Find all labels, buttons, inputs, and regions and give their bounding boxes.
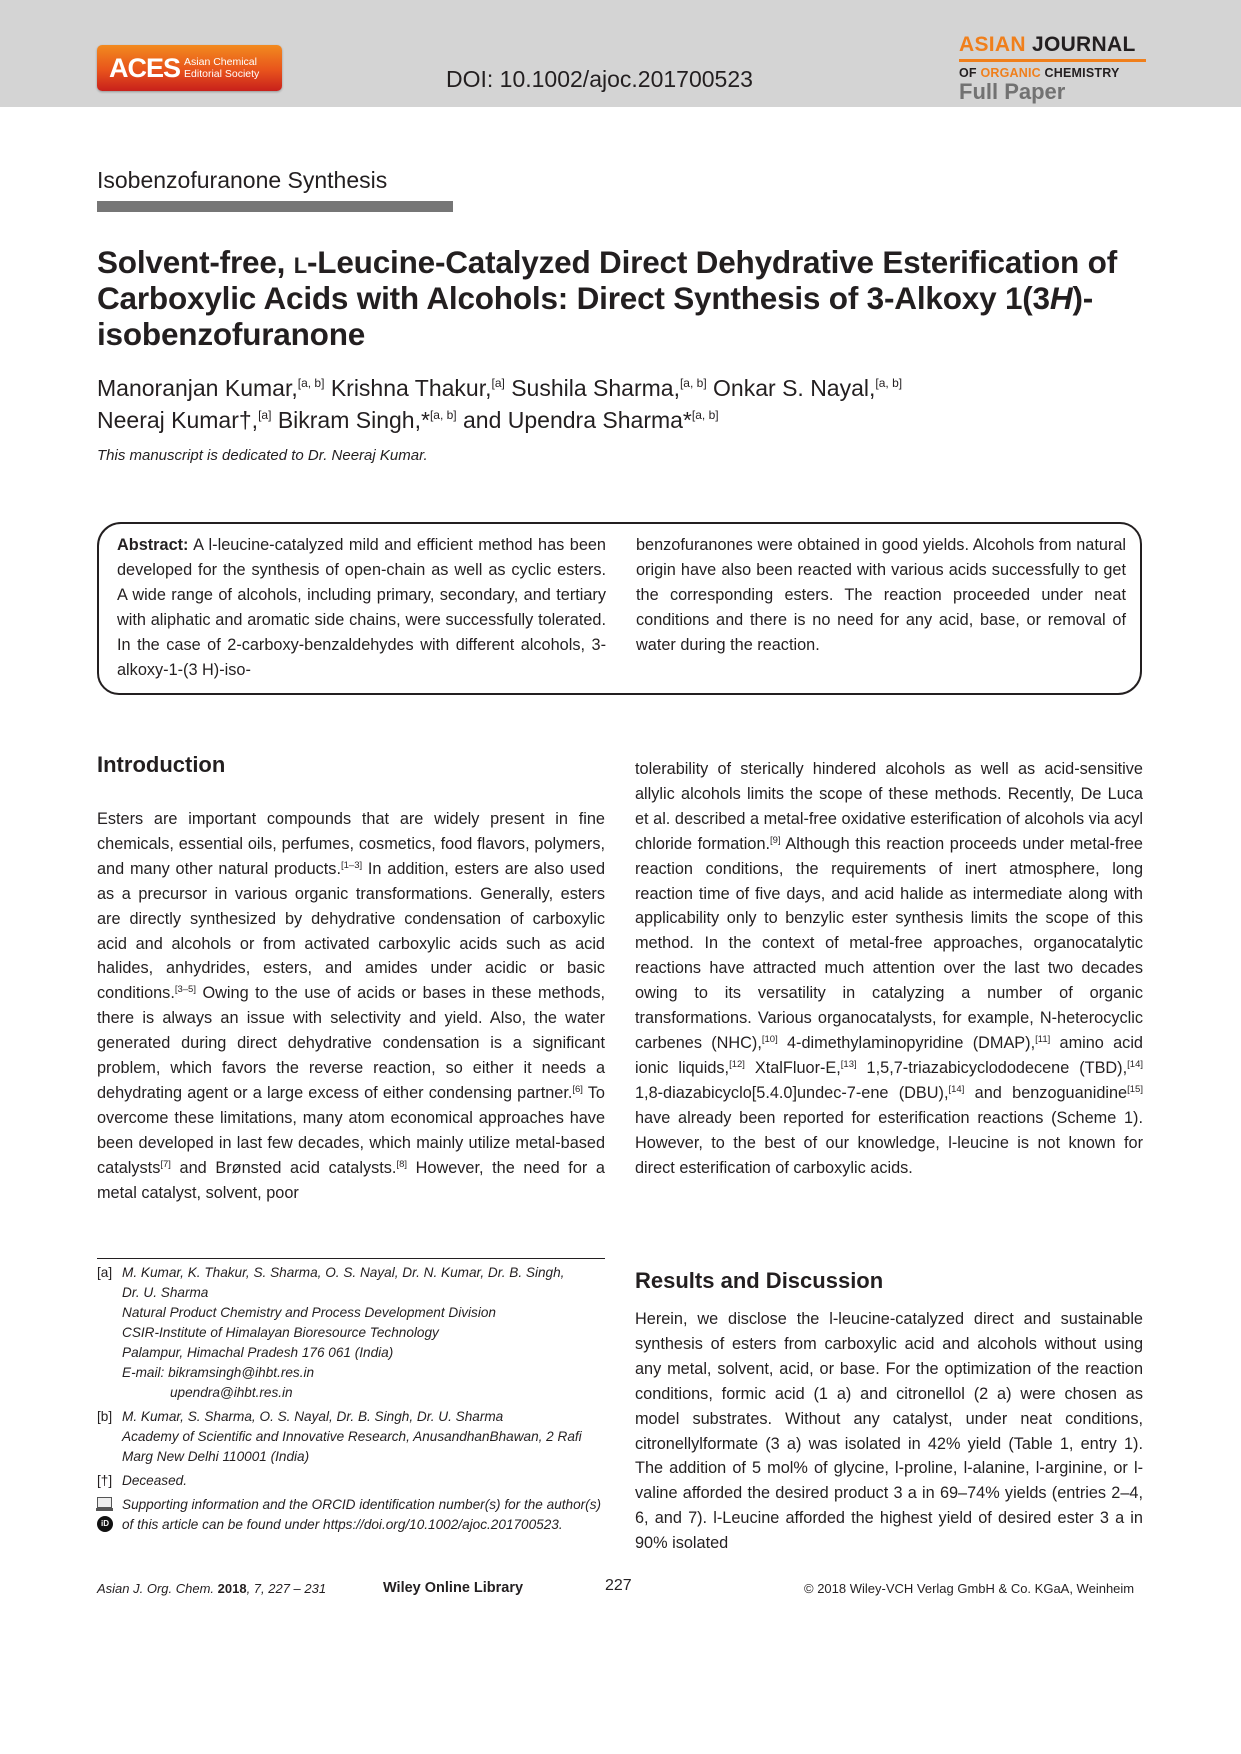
footnote-tag: [†] xyxy=(97,1473,113,1488)
author-affiliation: [a, b] xyxy=(429,408,457,422)
journal-of: OF xyxy=(959,66,981,80)
footnote-a xyxy=(97,1263,607,1403)
text-run: have already been reported for esterification reactions (Scheme 1). However, to the best of our knowledge, l-leucine is not known for direct esterification of carboxylic acids. xyxy=(635,1108,1143,1177)
author-affiliation: [a, b] xyxy=(679,376,707,390)
author[interactable]: and Upendra Sharma* xyxy=(463,407,692,433)
author[interactable]: Manoranjan Kumar, xyxy=(97,375,298,401)
abstract-left-column xyxy=(117,533,606,683)
abstract-label: Abstract: xyxy=(117,536,189,554)
title-part-smallcaps: l xyxy=(293,244,308,280)
author[interactable]: Sushila Sharma, xyxy=(511,375,680,401)
copyright: © 2018 Wiley-VCH Verlag GmbH & Co. KGaA, Weinheim xyxy=(804,1581,1135,1596)
aces-logo-subtitle xyxy=(184,56,259,80)
footnote-dagger xyxy=(97,1471,607,1491)
journal-rule xyxy=(959,59,1146,62)
citation-ref[interactable]: [14] xyxy=(1127,1058,1143,1070)
journal-organic: ORGANIC xyxy=(980,66,1041,80)
text-run: tolerability of sterically hindered alcohols as well as acid-sensitive allylic alcohols limits the scope of these methods. Recently, De Luca et al. described a metal-free oxidative esterification of alcohols via acyl chloride formation. xyxy=(635,760,1143,853)
email-link[interactable]: upendra@ihbt.res.in xyxy=(170,1385,293,1400)
text-run: Although this reaction proceeds under metal-free reaction conditions, the requirements of inert atmosphere, long reaction time of five days, and acid halide as intermediate along with applicability only to benzylic ester synthesis limits the scope of this method. In the context of metal-free approaches, organocatalytic reactions have attracted much attention over the last two decades owing to its versatility in catalyzing a number of organic transformations. Various organocatalysts, for example, N-heterocyclic carbenes (NHC), xyxy=(635,834,1143,1052)
author[interactable]: Onkar S. Nayal, xyxy=(713,375,876,401)
footnote-body xyxy=(122,1407,607,1467)
citation-ref[interactable]: [12] xyxy=(729,1058,745,1070)
footnote-b xyxy=(97,1407,607,1467)
footnote-tag: [b] xyxy=(97,1409,113,1424)
title-part: )-isobenzofuranone xyxy=(97,280,1094,352)
journal-accent-word: ASIAN xyxy=(959,33,1026,56)
author-affiliation: [a, b] xyxy=(297,376,325,390)
author[interactable]: Neeraj Kumar†, xyxy=(97,407,259,433)
author[interactable]: Krishna Thakur, xyxy=(330,375,492,401)
journal-logo xyxy=(959,33,1146,104)
fn-line: M. Kumar, S. Sharma, O. S. Nayal, Dr. B. Singh, Dr. U. Sharma xyxy=(122,1409,504,1424)
footnote-supporting-info xyxy=(97,1495,607,1535)
author-list xyxy=(97,370,1097,434)
citation-ref[interactable]: [1–3] xyxy=(340,859,363,871)
text-run: XtalFluor-E, xyxy=(744,1058,841,1077)
abstract-box xyxy=(97,522,1142,695)
article-title xyxy=(97,244,1157,352)
title-part: -Leucine-Catalyzed Direct Dehydrative Esterification of Carboxylic Acids with Alcohols: Direct Synthesis of 3-Alkoxy 1(3 xyxy=(97,244,1117,316)
journal-title-line1 xyxy=(959,33,1146,56)
section-kicker: Isobenzofuranone Synthesis xyxy=(97,167,388,193)
dedication: This manuscript is dedicated to Dr. Neeraj Kumar. xyxy=(97,447,428,464)
fn-line: Academy of Scientific and Innovative Research, AnusandhanBhawan, 2 Rafi xyxy=(122,1429,582,1444)
author[interactable]: Bikram Singh,* xyxy=(277,407,430,433)
citation-ref[interactable]: [8] xyxy=(396,1158,407,1170)
text-run: Owing to the use of acids or bases in these methods, there is always an issue with selectivity and yield. Also, the water generated during direct dehydrative condensation is a significant problem, which favors the reverse reaction, so either it needs a dehydrating agent or a large excess of either condensing partner. xyxy=(97,984,605,1102)
orcid-icon[interactable]: iD xyxy=(97,1516,113,1532)
citation-ref[interactable]: [10] xyxy=(761,1033,778,1045)
citation-ref[interactable]: [3–5] xyxy=(174,984,196,996)
author-affiliation: [a] xyxy=(491,376,505,390)
citation-ref[interactable]: [14] xyxy=(948,1083,965,1095)
footnotes xyxy=(97,1263,607,1539)
text-run: and benzoguanidine xyxy=(964,1083,1128,1102)
intro-column-2 xyxy=(635,757,1143,1180)
abstract-right-column: benzofuranones were obtained in good yields. Alcohols from natural origin have also been reacted with various acids successfully to get the corresponding esters. The reaction proceeded under neat conditions and there is no need for any acid, base, or removal of water during the reaction. xyxy=(636,536,1126,654)
text-run: 1,8-diazabicyclo[5.4.0]undec-7-ene (DBU), xyxy=(635,1083,949,1102)
footnote-rule xyxy=(97,1258,605,1259)
wiley-online-library-link[interactable]: Wiley Online Library xyxy=(383,1580,524,1596)
title-part-italic: H xyxy=(1049,280,1073,316)
journal-rest-word: JOURNAL xyxy=(1025,33,1136,56)
article-type: Full Paper xyxy=(959,79,1066,104)
citation-ref[interactable]: [11] xyxy=(1035,1033,1051,1045)
footer-year: 2018 xyxy=(217,1581,247,1596)
fn-icons xyxy=(97,1497,115,1532)
text-run: Esters are important compounds that are widely present in fine chemicals, essential oils, perfumes, cosmetics, food flavors, polymers, and many other natural products. xyxy=(97,810,605,878)
text-run: However, the need for a metal catalyst, solvent, poor xyxy=(97,1158,605,1202)
footer-journal: Asian J. Org. Chem. xyxy=(97,1581,218,1596)
journal-chemistry: CHEMISTRY xyxy=(1040,66,1120,80)
aces-logo[interactable] xyxy=(97,45,282,91)
footer-citation xyxy=(97,1581,326,1596)
kicker-bar xyxy=(97,201,453,212)
author-affiliation: [a, b] xyxy=(691,408,719,422)
fn-line: M. Kumar, K. Thakur, S. Sharma, O. S. Nayal, Dr. N. Kumar, Dr. B. Singh, xyxy=(122,1265,565,1280)
citation-ref[interactable]: [13] xyxy=(840,1058,857,1070)
supporting-info-text[interactable]: Supporting information and the ORCID identification number(s) for the author(s) of this article can be found under https://doi.org/10.1002/ajoc.201700523. xyxy=(122,1497,602,1532)
page-number: 227 xyxy=(605,1577,632,1594)
computer-base-icon xyxy=(96,1508,113,1511)
journal-title-line2 xyxy=(959,66,1146,80)
fn-line: Palampur, Himachal Pradesh 176 061 (India) xyxy=(122,1345,394,1360)
author-affiliation: [a] xyxy=(258,408,272,422)
text-run: 1,5,7-triazabicyclododecene (TBD), xyxy=(856,1058,1128,1077)
abstract-text-left: A l-leucine-catalyzed mild and efficient method has been developed for the synthesis of open-chain as well as cyclic esters. A wide range of alcohols, including primary, secondary, and tertiary with aliphatic and aromatic side chains, were successfully tolerated. In the case of 2-carboxy-benzaldehydes with different alcohols, 3-alkoxy-1-(3 H)-iso- xyxy=(117,536,606,679)
citation-ref[interactable]: [6] xyxy=(572,1083,583,1095)
computer-icon xyxy=(97,1497,112,1508)
heading-introduction: Introduction xyxy=(97,752,226,777)
citation-ref[interactable]: [7] xyxy=(160,1158,171,1170)
text-run: and Brønsted acid catalysts. xyxy=(170,1158,397,1177)
title-part: Solvent-free, xyxy=(97,244,294,280)
aces-logo-text: ACES xyxy=(109,52,181,83)
aces-line2: Editorial Society xyxy=(184,68,260,80)
citation-ref[interactable]: [15] xyxy=(1127,1083,1143,1095)
aces-line1: Asian Chemical xyxy=(184,56,257,68)
text-run: 4-dimethylaminopyridine (DMAP), xyxy=(777,1033,1036,1052)
footnote-body: Deceased. xyxy=(122,1473,187,1488)
fn-line: CSIR-Institute of Himalayan Bioresource Technology xyxy=(122,1325,439,1340)
fn-line: Natural Product Chemistry and Process Development Division xyxy=(122,1305,496,1320)
fn-line: Dr. U. Sharma xyxy=(122,1285,209,1300)
text-run: In addition, esters are also used as a precursor in various organic transformations. Generally, esters are directly synthesized by dehydrative condensation of carboxylic acid and alcohols or from activated carboxylic acids such as acid halides, anhydrides, esters, and amides under acidic or basic conditions. xyxy=(97,859,605,1003)
author-affiliation: [a, b] xyxy=(875,376,903,390)
intro-column-1 xyxy=(97,807,605,1206)
text-run: To overcome these limitations, many atom economical approaches have been developed in last few decades, which mainly utilize metal-based catalysts xyxy=(97,1083,605,1177)
email-link[interactable]: E-mail: bikramsingh@ihbt.res.in xyxy=(122,1365,315,1380)
footnote-body xyxy=(122,1263,607,1403)
footnote-tag: [a] xyxy=(97,1265,113,1280)
footer-volume-pages: , 7, 227 – 231 xyxy=(246,1581,327,1596)
heading-results: Results and Discussion xyxy=(635,1268,884,1293)
doi-link[interactable]: DOI: 10.1002/ajoc.201700523 xyxy=(446,66,753,92)
citation-ref[interactable]: [9] xyxy=(770,834,781,846)
results-paragraph: Herein, we disclose the l-leucine-catalyzed direct and sustainable synthesis of esters from carboxylic acid and alcohols without using any metal, solvent, acid, or base. For the optimization of the reaction conditions, formic acid (1 a) and citronellol (2 a) were chosen as model substrates. Without any catalyst, under neat conditions, citronellylformate (3 a) was isolated in 42% yield (Table 1, entry 1). The addition of 5 mol% of glycine, l-proline, l-alanine, l-arginine, or l-valine afforded the desired product 3 a in 69–74% yields (entries 2–4, 6, and 7). l-Leucine afforded the highest yield of desired ester 3 a in 90% isolated xyxy=(635,1310,1143,1553)
fn-line: Marg New Delhi 110001 (India) xyxy=(122,1449,310,1464)
text-run: amino acid ionic liquids, xyxy=(635,1033,1143,1077)
